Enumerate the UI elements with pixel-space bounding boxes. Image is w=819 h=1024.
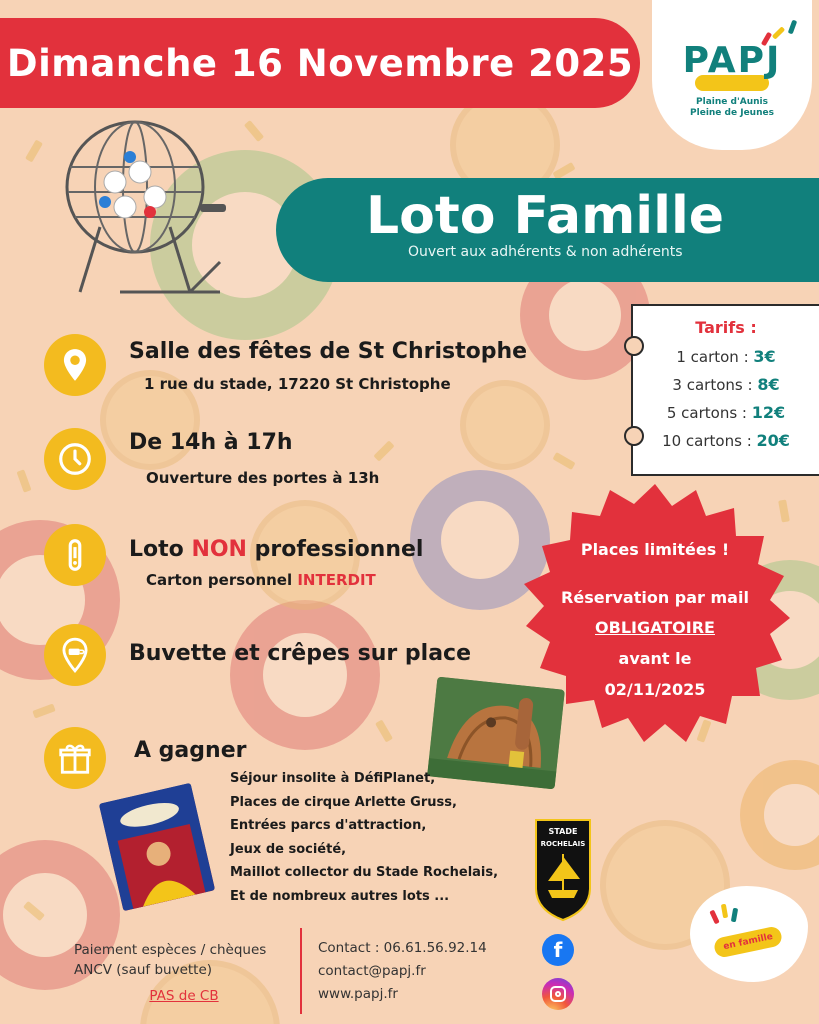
- tarifs-ticket: [631, 304, 819, 476]
- logo-tagline: Plaine d'Aunis Pleine de Jeunes: [690, 97, 774, 118]
- prize-item: Places de cirque Arlette Gruss,: [230, 794, 457, 810]
- bg-confetti: [25, 139, 43, 162]
- stade-line-2: ROCHELAIS: [540, 840, 586, 848]
- before-label: avant le: [618, 649, 692, 668]
- contact-info: [318, 937, 487, 1006]
- date-banner: [0, 18, 640, 108]
- prize-item: Entrées parcs d'attraction,: [230, 818, 427, 833]
- footer-divider: [300, 928, 302, 1014]
- event-title: Loto Famille: [366, 186, 725, 246]
- buvette-info: Buvette et crêpes sur place: [129, 641, 471, 666]
- bg-coin: [460, 380, 550, 470]
- prize-item: Maillot collector du Stade Rochelais,: [230, 865, 499, 880]
- places-limited: Places limitées !: [580, 540, 730, 559]
- tarif-row: 3 cartons : 8€: [672, 375, 780, 394]
- prizes-heading: A gagner: [134, 738, 247, 763]
- loto-type: Loto NON professionnel: [129, 537, 424, 562]
- prize-item: Et de nombreux autres lots ...: [230, 888, 450, 904]
- event-subtitle: Ouvert aux adhérents & non adhérents: [408, 244, 683, 260]
- deadline-date: 02/11/2025: [604, 680, 706, 699]
- location-address: 1 rue du stade, 17220 St Christophe: [144, 375, 451, 393]
- instagram-icon[interactable]: [542, 978, 574, 1010]
- title-banner: [276, 178, 819, 282]
- logo-wordmark: PAPJ: [682, 40, 782, 81]
- prize-list: [230, 767, 530, 908]
- contact-email[interactable]: contact@papj.fr: [318, 963, 426, 979]
- logo-spark: [772, 26, 785, 39]
- tarifs-title: Tarifs :: [695, 318, 757, 337]
- tarif-row: 5 cartons : 12€: [666, 403, 786, 422]
- en-famille-label: en famille: [713, 925, 784, 959]
- reservation-line: Réservation par mail: [561, 588, 749, 607]
- location-title: Salle des fêtes de St Christophe: [129, 339, 528, 364]
- papj-logo: [652, 0, 812, 150]
- bg-confetti: [16, 469, 31, 492]
- bg-confetti: [32, 703, 55, 718]
- payment-info: [74, 940, 294, 1006]
- payment-line-2: ANCV (sauf buvette): [74, 962, 213, 978]
- facebook-icon[interactable]: f: [542, 934, 574, 966]
- time-title: De 14h à 17h: [129, 430, 293, 455]
- carton-rule: Carton personnel INTERDIT: [146, 571, 376, 589]
- stade-rochelais-logo: [534, 818, 592, 922]
- bg-lotto-ball: [230, 600, 380, 750]
- stade-line-1: STADE: [548, 827, 578, 836]
- contact-website[interactable]: www.papj.fr: [318, 986, 398, 1002]
- badge-spark: [731, 908, 738, 923]
- prize-item: Séjour insolite à DéfiPlanet,: [230, 771, 436, 786]
- prize-item: Jeux de société,: [230, 841, 347, 857]
- bg-coin: [250, 500, 360, 610]
- bg-confetti: [373, 440, 394, 461]
- tarif-row: 1 carton : 3€: [676, 347, 776, 366]
- bg-lotto-ball: [740, 760, 819, 870]
- bingo-cage-icon: [60, 112, 230, 302]
- badge-spark: [721, 904, 728, 919]
- badge-spark: [709, 910, 719, 925]
- contact-phone: Contact : 06.61.56.92.14: [318, 940, 487, 956]
- bg-confetti: [375, 719, 393, 742]
- event-date: Dimanche 16 Novembre 2025: [6, 41, 634, 85]
- bg-lotto-ball: [0, 520, 120, 680]
- bg-confetti: [552, 452, 575, 470]
- tarif-row: 10 cartons : 20€: [662, 431, 790, 450]
- logo-spark: [788, 20, 797, 35]
- payment-line-1: Paiement espèces / chèques: [74, 942, 267, 958]
- bg-confetti: [244, 120, 264, 142]
- obligatoire-label: OBLIGATOIRE: [595, 618, 715, 637]
- no-card-notice: PAS de CB: [149, 988, 219, 1004]
- time-sub: Ouverture des portes à 13h: [146, 469, 380, 487]
- bg-coin: [100, 370, 200, 470]
